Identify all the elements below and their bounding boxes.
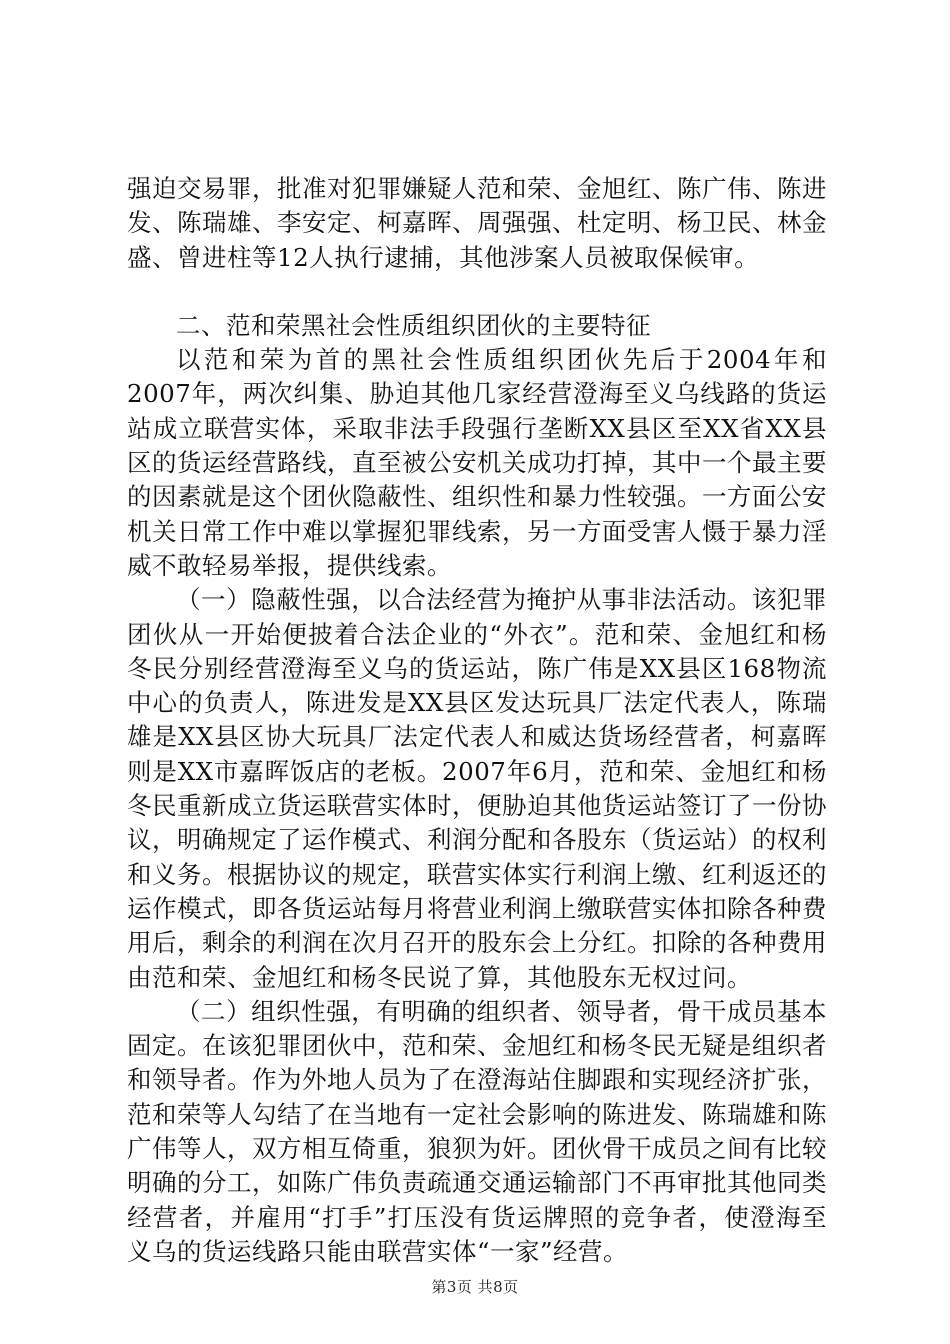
page-number-footer: 第3页 共8页	[431, 1278, 519, 1296]
section-heading: 二、范和荣黑社会性质组织团伙的主要特征	[176, 310, 651, 340]
paragraph-continuation: 强迫交易罪，批准对犯罪嫌疑人范和荣、金旭红、陈广伟、陈进发、陈瑞雄、李安定、柯嘉晖、周强强、杜定明、杨卫民、林金盛、曾进柱等12人执行逮捕，其他涉案人员被取保候审。	[127, 174, 827, 272]
paragraph-concealment: （一）隐蔽性强，以合法经营为掩护从事非法活动。该犯罪团伙从一开始便披着合法企业的“外衣”。范和荣、金旭红和杨冬民分别经营澄海至义乌的货运站，陈广伟是XX县区168物流中心的负责人，陈进发是XX县区发达玩具厂法定代表人，陈瑞雄是XX县区协大玩具厂法定代表人和威达货场经营者，柯嘉晖则是XX市嘉晖饭店的老板。2007年6月，范和荣、金旭红和杨冬民重新成立货运联营实体时，便胁迫其他货运站签订了一份协议，明确规定了运作模式、利润分配和各股东（货运站）的权利和义务。根据协议的规定，联营实体实行利润上缴、红利返还的运作模式，即各货运站每月将营业利润上缴联营实体扣除各种费用后，剩余的利润在次月召开的股东会上分红。扣除的各种费用由范和荣、金旭红和杨冬民说了算，其他股东无权过问。	[127, 585, 827, 992]
document-body	[127, 172, 827, 1269]
paragraph-organization: （二）组织性强，有明确的组织者、领导者，骨干成员基本固定。在该犯罪团伙中，范和荣、金旭红和杨冬民无疑是组织者和领导者。作为外地人员为了在澄海站住脚跟和实现经济扩张，范和荣等人勾结了在当地有一定社会影响的陈进发、陈瑞雄和陈广伟等人，双方相互倚重，狼狈为奸。团伙骨干成员之间有比较明确的分工，如陈广伟负责疏通交通运输部门不再审批其他同类经营者，并雇用“打手”打压没有货运牌照的竞争者，使澄海至义乌的货运线路只能由联营实体“一家”经营。	[127, 996, 827, 1266]
paragraph-intro: 以范和荣为首的黑社会性质组织团伙先后于2004年和2007年，两次纠集、胁迫其他几家经营澄海至义乌线路的货运站成立联营实体，采取非法手段强行垄断XX县区至XX省XX县区的货运经营路线，直至被公安机关成功打掉，其中一个最主要的因素就是这个团伙隐蔽性、组织性和暴力性较强。一方面公安机关日常工作中难以掌握犯罪线索，另一方面受害人慑于暴力淫威不敢轻易举报，提供线索。	[127, 345, 827, 580]
paragraph-spacer	[127, 275, 827, 309]
